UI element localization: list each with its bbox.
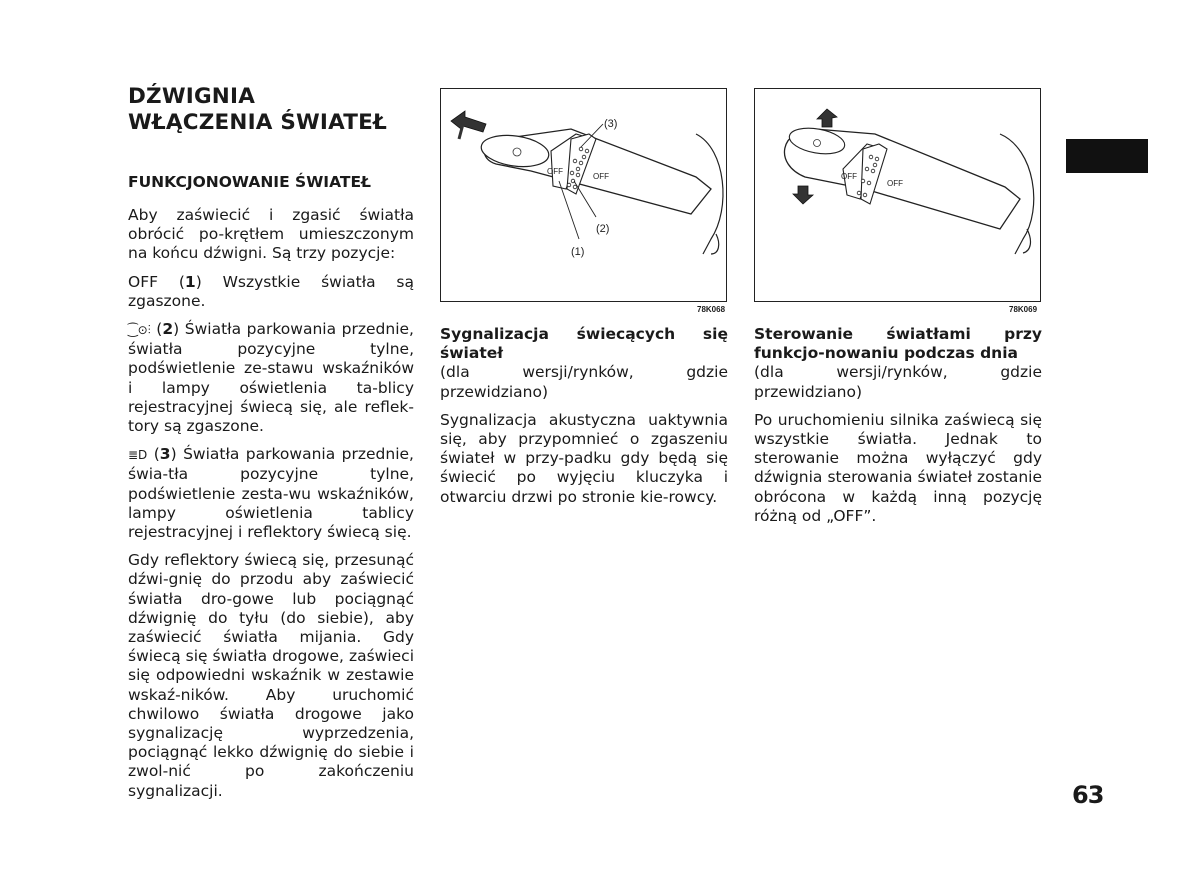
- figure-lever-positions: [440, 88, 727, 302]
- label-1: (1): [571, 246, 585, 258]
- paragraph-high-beam: Gdy reflektory świecą się, przesunąć dźwi-gnię do przodu aby zaświecić światła dro-gowe lub pociągnąć dźwignię do tyłu (do siebie), aby zaświecić światła mijania. Gdy świecą się światła drogowe, zaświeci się odpowiedni wskaźnik w zestawie wskaź-ników. Aby uruchomić chwilowo światła drogowe jako sygnalizację wyprzedzenia, pociągnąć lekko dźwignię do siebie i zwol-nić po zakończeniu sygnalizacji.: [128, 551, 414, 800]
- section-title-line2: WŁĄCZENIA ŚWIATEŁ: [128, 110, 388, 135]
- parking-lights-icon: ⁐⊙⫶: [128, 323, 151, 338]
- paragraph-position-2: ⁐⊙⫶ (2) Światła parkowania przednie, światła pozycyjne tylne, podświetlenie ze-stawu wskaźników i lampy oświetlenia ta-blicy rejestracyjnej świecą się, ale reflek-tory są zgaszone.: [128, 320, 414, 436]
- lever-illustration-1: [441, 89, 728, 303]
- paragraph-position-off: OFF (1) Wszystkie światła są zgaszone.: [128, 272, 414, 310]
- off-marking-4: OFF: [887, 179, 903, 188]
- paragraph-intro: Aby zaświecić i zgasić światła obrócić po-krętłem umieszczonym na końcu dźwigni. Są trzy pozycje:: [128, 206, 414, 263]
- middle-section-title: Sygnalizacja świecących się świateł: [440, 325, 728, 363]
- right-column: [754, 325, 1042, 526]
- off-marking-2: OFF: [593, 172, 609, 181]
- middle-column: [440, 325, 728, 507]
- right-section-subtitle: (dla wersji/rynków, gdzie przewidziano): [754, 363, 1042, 401]
- page-number: 63: [1072, 781, 1104, 809]
- label-3: (3): [604, 118, 618, 130]
- paragraph-position-3: ≣D (3) Światła parkowania przednie, świa-tła pozycyjne tylne, podświetlenie zesta-wu wskaźników, lampy oświetlenia tablicy rejestracyjnej i reflektory świecą się.: [128, 445, 414, 542]
- middle-section-subtitle: (dla wersji/rynków, gdzie przewidziano): [440, 363, 728, 401]
- chapter-tab-marker: [1066, 139, 1148, 173]
- section-title-line1: DŹWIGNIA: [128, 84, 256, 109]
- paragraph-daytime-lights: Po uruchomieniu silnika zaświecą się wszystkie światła. Jednak to sterowanie można wyłączyć gdy dźwignia sterowania świateł zostanie obrócona w każdą inną pozycję różną od „OFF”.: [754, 410, 1042, 525]
- middle-section-heading: [440, 325, 728, 402]
- section-title: [128, 84, 414, 136]
- figure-daytime-lights: [754, 88, 1041, 302]
- right-section-heading: [754, 325, 1042, 402]
- section-subtitle: FUNKCJONOWANIE ŚWIATEŁ: [128, 173, 371, 191]
- paragraph-acoustic-signal: Sygnalizacja akustyczna uaktywnia się, aby przypomnieć o zgaszeniu świateł w przy-padku gdy będą się świecić po wyjęciu kluczyka i otwarciu drzwi po stronie kie-rowcy.: [440, 410, 728, 506]
- figure2-code: 78K069: [1009, 305, 1038, 314]
- lever-illustration-2: [755, 89, 1042, 303]
- label-2: (2): [596, 223, 610, 235]
- right-section-title: Sterowanie światłami przy funkcjo-nowaniu podczas dnia: [754, 325, 1042, 363]
- off-marking-1: OFF: [547, 167, 563, 176]
- off-marking-3: OFF: [841, 172, 857, 181]
- left-column: [128, 84, 414, 801]
- headlights-icon: ≣D: [128, 448, 148, 463]
- figure1-code: 78K068: [697, 305, 726, 314]
